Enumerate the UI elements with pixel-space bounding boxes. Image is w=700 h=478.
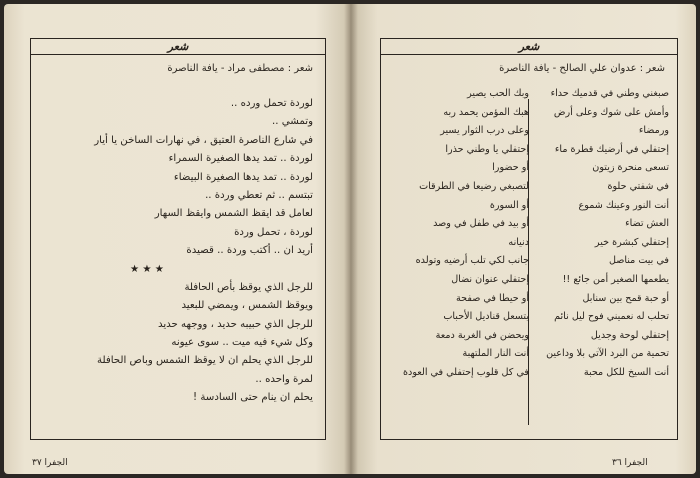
poem-line: وكل شيء فيه ميت .. سوى عيونه	[171, 337, 313, 349]
poem-line: في كل قلوب إحتفلي في العودة	[403, 366, 529, 378]
poem-line: ورمضاء	[638, 125, 669, 137]
poem-line: أو حيطا في صفحة	[456, 292, 529, 304]
poem-line: في شفتي حلوة	[607, 180, 669, 192]
right-page-frame	[380, 38, 678, 440]
poem-line: يحلم ان ينام حتى السادسة !	[193, 392, 313, 404]
left-poem-column	[389, 85, 529, 383]
left-poem	[41, 95, 313, 408]
right-page-header-title: شعر	[518, 40, 540, 53]
left-page-header-title: شعر	[167, 40, 189, 53]
right-page-folio: الجفرا ٣٦	[612, 458, 648, 468]
poem-line: أو حضورا	[492, 162, 529, 174]
poem-line: وأمش على شوك وعلى أرض	[553, 106, 669, 118]
poem-line: تسعى منحرة زيتون	[592, 162, 669, 174]
poem-line: تحمية من البرد الآتي بلا وداعين	[546, 348, 669, 360]
poem-line: للرجل الذي يوقظ بأص الحافلة	[184, 281, 313, 293]
poem-line: إحتفلي يا وطني حذرا	[445, 143, 529, 155]
book-gutter	[344, 4, 358, 474]
magazine-spread	[4, 4, 696, 474]
poem-line: أنت النور وعينك شموع	[578, 199, 669, 211]
poem-line: إحتفلي لوحة وجديل	[590, 329, 669, 341]
poem-line: أنت السيخ للكل محبة	[583, 366, 669, 378]
poem-line: لعامل قد ايقظ الشمس وايقظ السهار	[154, 208, 313, 220]
poem-line: لوردة .. تمد يدها الصغيرة السمراء	[168, 153, 313, 165]
poem-line: للرجل الذي حبيبه حديد ، ووجهه حديد	[157, 318, 313, 330]
poem-line: أنت النار الملتهبة	[462, 348, 529, 360]
poem-line: وعلى درب الثوار يسير	[440, 125, 529, 137]
right-poem-column	[534, 85, 669, 383]
poem-line: لوردة تحمل ورده ..	[230, 98, 313, 109]
poem-line: هبك المؤمن يحمد ربه	[443, 106, 529, 118]
poem-line: إحتفلي كبشرة خير	[594, 236, 669, 248]
poem-line: جانب لكي تلب أرضيه وتولده	[415, 255, 529, 267]
left-page	[4, 4, 350, 474]
right-page-header	[381, 39, 677, 55]
poem-line: تبتسم .. ثم تعطي وردة ..	[205, 189, 313, 201]
section-divider-stars: ★ ★ ★	[130, 263, 164, 275]
poem-line: ويحضن في الغربة دمعة	[435, 329, 529, 341]
poem-line: إحتفلي في أرضيك قطرة ماء	[554, 143, 669, 155]
right-page	[350, 4, 696, 474]
poem-line: للرجل الذي يحلم ان لا يوقظ الشمس وباص الحافلة	[97, 355, 313, 367]
poem-line: ويوقظ الشمس ، ويمضي للبعيد	[181, 300, 313, 312]
poem-line: في بيت مناصل	[608, 255, 669, 267]
poem-line: أو بيد في طفل في وصد	[433, 218, 529, 230]
poem-line: إحتفلي عنوان نضال	[451, 273, 529, 285]
poem-line: تحلب له نعميني فوح ليل نائم	[554, 311, 669, 323]
poem-line: العش تضاء	[625, 218, 669, 230]
left-page-folio: الجفرا ٣٧	[32, 458, 68, 468]
poem-line: صبغني وطني في قدميك حداء	[550, 88, 669, 99]
poem-line: أو السورة	[489, 199, 529, 211]
poem-line: في شارع الناصرة العتيق ، في نهارات الساخن يا أيار	[94, 134, 313, 146]
poem-line: يتسعل قناديل الأحباب	[443, 311, 529, 323]
poem-line: يطعمها الصغير أمن جائع !!	[562, 273, 669, 285]
left-page-frame	[30, 38, 326, 440]
poem-line: لتصبغي رضيعا في الطرقات	[419, 180, 529, 192]
poem-line: أو حبة قمح بين سنابل	[582, 292, 669, 304]
right-page-byline: شعر : عدوان علي الصالح - يافة الناصرة	[499, 63, 665, 74]
poem-line: وتمشي ..	[272, 116, 313, 128]
left-page-header	[31, 39, 325, 55]
poem-line: لمرة واحده ..	[255, 373, 313, 385]
poem-line: لوردة .. تمد يدها الصغيرة البيضاء	[173, 171, 313, 183]
poem-line: دنيانه	[508, 236, 529, 248]
left-page-byline: شعر : مصطفى مراد - يافة الناصرة	[167, 63, 313, 74]
poem-line: لوردة ، تحمل وردة	[234, 226, 313, 238]
poem-line: وبك الحب يصير	[467, 88, 529, 99]
poem-line: أريد ان .. أكتب وردة .. قصيدة	[186, 245, 313, 257]
